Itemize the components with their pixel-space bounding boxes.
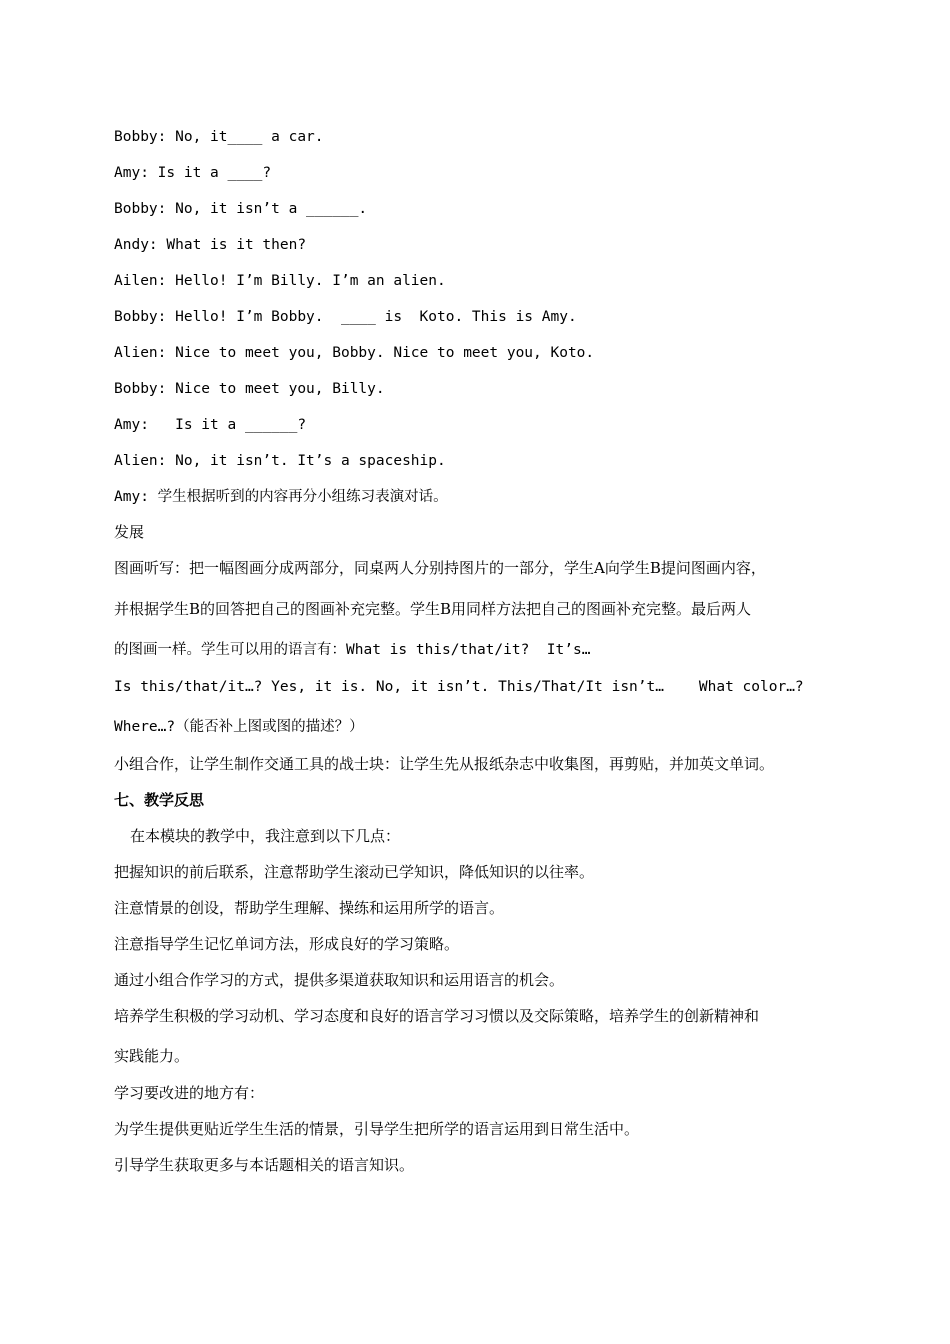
list-item: 注意情景的创设，帮助学生理解、操练和运用所学的语言。	[114, 899, 505, 917]
dialogue-line: Bobby: Hello! I’m Bobby. ____ is Koto. This is Amy.	[114, 309, 577, 325]
dialogue-line: Amy: Is it a ____?	[114, 165, 272, 181]
dialogue-line: Amy: 学生根据听到的内容再分小组练习表演对话。	[114, 489, 448, 505]
list-item: 通过小组合作学习的方式，提供多渠道获取知识和运用语言的机会。	[114, 971, 565, 989]
dialogue-line: Bobby: No, it isn’t a ______.	[114, 201, 368, 217]
section-label-development: 发展	[114, 523, 145, 541]
list-item: 实践能力。	[114, 1047, 190, 1065]
paragraph-line: Where…?（能否补上图或图的描述？）	[114, 719, 364, 735]
list-item: 培养学生积极的学习动机、学习态度和良好的语言学习习惯以及交际策略，培养学生的创新精神和	[114, 1007, 760, 1025]
list-item: 引导学生获取更多与本话题相关的语言知识。	[114, 1156, 415, 1174]
dialogue-line: Alien: Nice to meet you, Bobby. Nice to meet you, Koto.	[114, 345, 595, 361]
paragraph-line: 图画听写：把一幅图画分成两部分，同桌两人分别持图片的一部分，学生A向学生B提问图画内容，	[114, 559, 766, 577]
dialogue-line: Ailen: Hello! I’m Billy. I’m an alien.	[114, 273, 446, 289]
dialogue-line: Bobby: Nice to meet you, Billy.	[114, 381, 385, 397]
list-item: 注意指导学生记忆单词方法，形成良好的学习策略。	[114, 935, 460, 953]
dialogue-line: Andy: What is it then?	[114, 237, 307, 253]
paragraph-line: Is this/that/it…? Yes, it is. No, it isn’t. This/That/It isn’t… What color…?	[114, 679, 804, 695]
dialogue-line: Alien: No, it isn’t. It’s a spaceship.	[114, 453, 446, 469]
dialogue-line: Amy: Is it a ______?	[114, 417, 307, 433]
section-heading: 七、教学反思	[114, 791, 205, 809]
paragraph-line: 小组合作，让学生制作交通工具的战士块：让学生先从报纸杂志中收集图，再剪贴，并加英文单词。	[114, 755, 775, 773]
list-item: 把握知识的前后联系，注意帮助学生滚动已学知识，降低知识的以往率。	[114, 863, 595, 881]
paragraph-line: 并根据学生B的回答把自己的图画补充完整。学生B用同样方法把自己的图画补充完整。最后两人	[114, 600, 752, 618]
paragraph-line: 的图画一样。学生可以用的语言有：What is this/that/it? It’s…	[114, 642, 591, 658]
paragraph-line: 学习要改进的地方有：	[114, 1084, 265, 1102]
paragraph-line: 在本模块的教学中，我注意到以下几点：	[130, 827, 401, 845]
dialogue-line: Bobby: No, it____ a car.	[114, 129, 324, 145]
list-item: 为学生提供更贴近学生生活的情景，引导学生把所学的语言运用到日常生活中。	[114, 1120, 640, 1138]
